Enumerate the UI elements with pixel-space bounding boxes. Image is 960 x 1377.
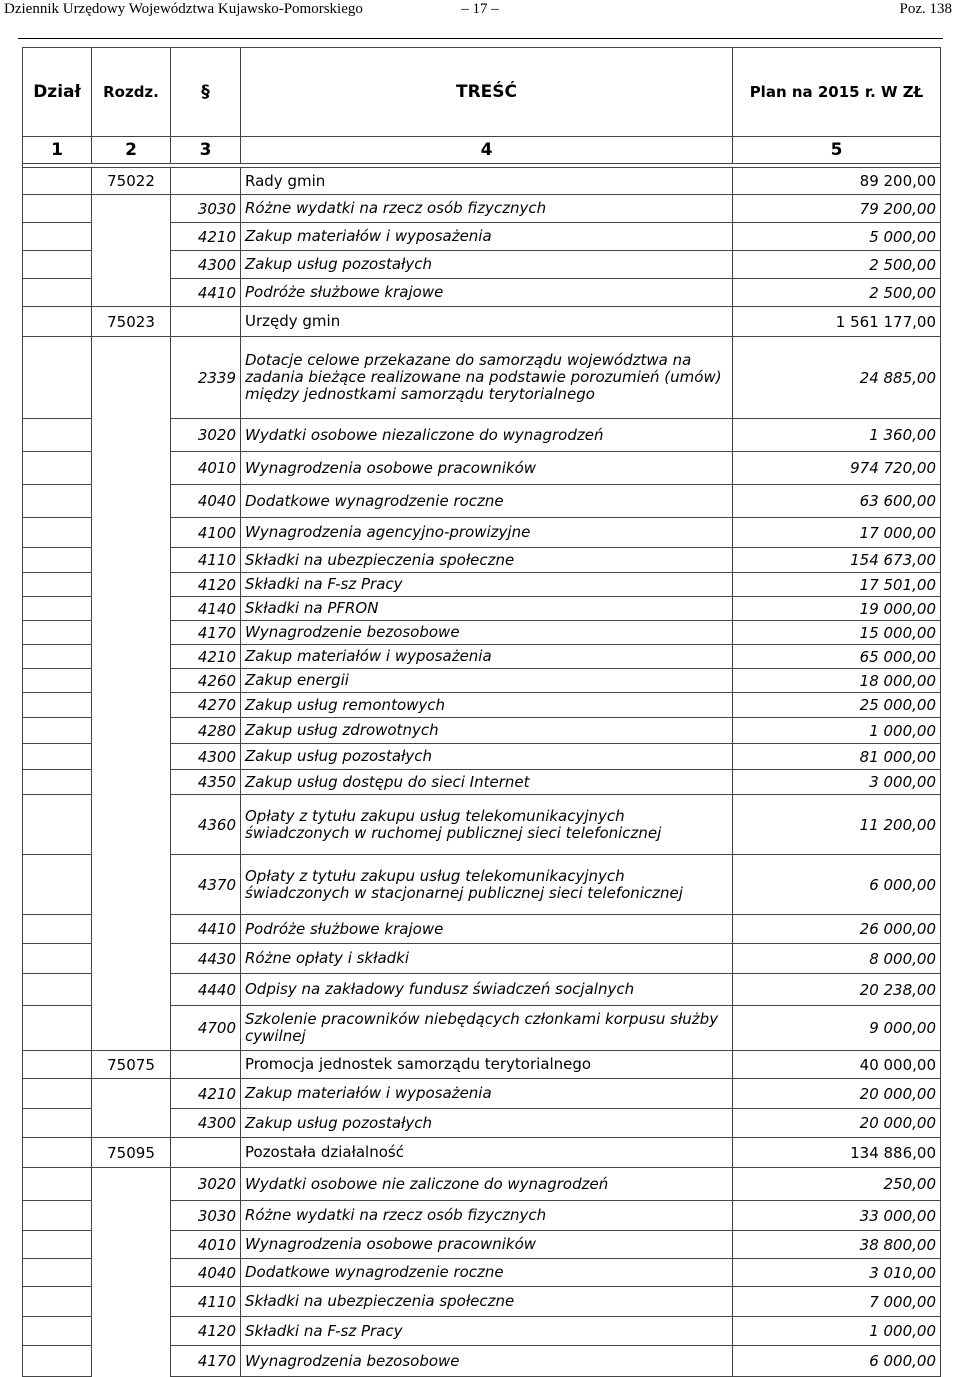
dzial-cell	[23, 251, 92, 279]
rozdzial-cell	[92, 1287, 171, 1317]
dzial-cell	[23, 770, 92, 795]
amount-cell: 11 200,00	[733, 795, 941, 855]
column-number: 5	[733, 137, 941, 164]
amount-cell: 134 886,00	[733, 1138, 941, 1168]
amount-cell: 1 360,00	[733, 419, 941, 452]
paragraph-cell: 4300	[171, 1109, 241, 1138]
table-row	[23, 855, 941, 915]
dzial-cell	[23, 279, 92, 307]
rozdzial-cell	[92, 645, 171, 669]
position-number: Poz. 138	[899, 1, 952, 17]
rozdzial-cell	[92, 693, 171, 718]
table-row	[23, 279, 941, 307]
paragraph-cell: 4170	[171, 1346, 241, 1377]
header-paragraph: §	[171, 48, 241, 137]
dzial-cell	[23, 1259, 92, 1287]
table-row	[23, 195, 941, 223]
amount-cell: 1 000,00	[733, 1317, 941, 1346]
rozdzial-cell	[92, 573, 171, 597]
table-row	[23, 485, 941, 518]
table-row	[23, 944, 941, 974]
rozdzial-cell	[92, 419, 171, 452]
rozdzial-cell	[92, 1006, 171, 1051]
amount-cell: 20 000,00	[733, 1079, 941, 1109]
table-row	[23, 1201, 941, 1231]
paragraph-cell: 4440	[171, 974, 241, 1006]
header-tresc: TREŚĆ	[241, 48, 733, 137]
table-header-row	[23, 48, 941, 137]
paragraph-cell: 4170	[171, 621, 241, 645]
table-row	[23, 621, 941, 645]
rozdzial-cell: 75023	[92, 307, 171, 337]
amount-cell: 26 000,00	[733, 915, 941, 944]
description-cell: Zakup materiałów i wyposażenia	[241, 645, 733, 669]
amount-cell: 89 200,00	[733, 168, 941, 195]
rozdzial-cell	[92, 452, 171, 485]
column-number: 2	[92, 137, 171, 164]
amount-cell: 3 010,00	[733, 1259, 941, 1287]
table-row	[23, 1168, 941, 1201]
table-row	[23, 1231, 941, 1259]
budget-table	[22, 47, 941, 1377]
amount-cell: 9 000,00	[733, 1006, 941, 1051]
amount-cell: 25 000,00	[733, 693, 941, 718]
description-cell: Dotacje celowe przekazane do samorządu województwa na zadania bieżące realizowane na podstawie porozumień (umów) między jednostkami samorządu terytorialnego	[241, 337, 733, 419]
dzial-cell	[23, 1079, 92, 1109]
journal-title: Dziennik Urzędowy Województwa Kujawsko-Pomorskiego	[4, 1, 363, 17]
paragraph-cell: 4350	[171, 770, 241, 795]
description-cell: Wydatki osobowe nie zaliczone do wynagrodzeń	[241, 1168, 733, 1201]
description-cell: Odpisy na zakładowy fundusz świadczeń socjalnych	[241, 974, 733, 1006]
description-cell: Zakup usług pozostałych	[241, 744, 733, 770]
dzial-cell	[23, 419, 92, 452]
rozdzial-cell: 75095	[92, 1138, 171, 1168]
dzial-cell	[23, 1109, 92, 1138]
dzial-cell	[23, 645, 92, 669]
paragraph-cell: 3020	[171, 419, 241, 452]
description-cell: Zakup materiałów i wyposażenia	[241, 223, 733, 251]
dzial-cell	[23, 573, 92, 597]
rozdzial-cell	[92, 1109, 171, 1138]
dzial-cell	[23, 337, 92, 419]
description-cell: Wynagrodzenia osobowe pracowników	[241, 1231, 733, 1259]
rozdzial-cell	[92, 944, 171, 974]
rozdzial-cell	[92, 1079, 171, 1109]
amount-cell: 6 000,00	[733, 1346, 941, 1377]
rozdzial-cell	[92, 915, 171, 944]
amount-cell: 20 000,00	[733, 1109, 941, 1138]
table-row	[23, 669, 941, 693]
amount-cell: 18 000,00	[733, 669, 941, 693]
table-row	[23, 1138, 941, 1168]
rozdzial-cell	[92, 795, 171, 855]
dzial-cell	[23, 669, 92, 693]
description-cell: Pozostała działalność	[241, 1138, 733, 1168]
rozdzial-cell	[92, 718, 171, 744]
dzial-cell	[23, 452, 92, 485]
amount-cell: 6 000,00	[733, 855, 941, 915]
rozdzial-cell	[92, 1317, 171, 1346]
amount-cell: 5 000,00	[733, 223, 941, 251]
description-cell: Zakup materiałów i wyposażenia	[241, 1079, 733, 1109]
dzial-cell	[23, 548, 92, 573]
description-cell: Zakup usług dostępu do sieci Internet	[241, 770, 733, 795]
rozdzial-cell	[92, 1201, 171, 1231]
paragraph-cell: 4110	[171, 548, 241, 573]
description-cell: Wynagrodzenie bezosobowe	[241, 621, 733, 645]
dzial-cell	[23, 307, 92, 337]
rozdzial-cell	[92, 669, 171, 693]
table-row	[23, 974, 941, 1006]
description-cell: Zakup energii	[241, 669, 733, 693]
table-row	[23, 1109, 941, 1138]
dzial-cell	[23, 915, 92, 944]
amount-cell: 63 600,00	[733, 485, 941, 518]
paragraph-cell: 4410	[171, 279, 241, 307]
description-cell: Różne wydatki na rzecz osób fizycznych	[241, 195, 733, 223]
rozdzial-cell	[92, 974, 171, 1006]
amount-cell: 79 200,00	[733, 195, 941, 223]
amount-cell: 2 500,00	[733, 251, 941, 279]
table-row	[23, 573, 941, 597]
rozdzial-cell	[92, 1259, 171, 1287]
dzial-cell	[23, 744, 92, 770]
dzial-cell	[23, 621, 92, 645]
description-cell: Dodatkowe wynagrodzenie roczne	[241, 1259, 733, 1287]
dzial-cell	[23, 1317, 92, 1346]
rozdzial-cell	[92, 597, 171, 621]
paragraph-cell: 4300	[171, 744, 241, 770]
description-cell: Urzędy gmin	[241, 307, 733, 337]
paragraph-cell: 4120	[171, 573, 241, 597]
paragraph-cell: 4010	[171, 452, 241, 485]
rozdzial-cell	[92, 1168, 171, 1201]
paragraph-cell: 4410	[171, 915, 241, 944]
table-row	[23, 1259, 941, 1287]
paragraph-cell: 3020	[171, 1168, 241, 1201]
description-cell: Szkolenie pracowników niebędących członkami korpusu służby cywilnej	[241, 1006, 733, 1051]
paragraph-cell: 4040	[171, 1259, 241, 1287]
rozdzial-cell: 75022	[92, 168, 171, 195]
rozdzial-cell	[92, 195, 171, 223]
rozdzial-cell	[92, 251, 171, 279]
table-row	[23, 223, 941, 251]
description-cell: Podróże służbowe krajowe	[241, 915, 733, 944]
header-rozdz: Rozdz.	[92, 48, 171, 137]
table-row	[23, 744, 941, 770]
amount-cell: 40 000,00	[733, 1051, 941, 1079]
description-cell: Różne opłaty i składki	[241, 944, 733, 974]
dzial-cell	[23, 223, 92, 251]
paragraph-cell: 3030	[171, 195, 241, 223]
amount-cell: 17 000,00	[733, 518, 941, 548]
amount-cell: 154 673,00	[733, 548, 941, 573]
description-cell: Wynagrodzenia bezosobowe	[241, 1346, 733, 1377]
description-cell: Zakup usług zdrowotnych	[241, 718, 733, 744]
table-row	[23, 307, 941, 337]
amount-cell: 24 885,00	[733, 337, 941, 419]
paragraph-cell: 4700	[171, 1006, 241, 1051]
amount-cell: 8 000,00	[733, 944, 941, 974]
dzial-cell	[23, 1006, 92, 1051]
paragraph-cell: 2339	[171, 337, 241, 419]
rozdzial-cell	[92, 548, 171, 573]
paragraph-cell	[171, 1138, 241, 1168]
paragraph-cell: 4210	[171, 645, 241, 669]
table-row	[23, 452, 941, 485]
dzial-cell	[23, 1051, 92, 1079]
dzial-cell	[23, 693, 92, 718]
table-row	[23, 1287, 941, 1317]
description-cell: Zakup usług pozostałych	[241, 1109, 733, 1138]
description-cell: Składki na ubezpieczenia społeczne	[241, 548, 733, 573]
rozdzial-cell: 75075	[92, 1051, 171, 1079]
rozdzial-cell	[92, 279, 171, 307]
paragraph-cell: 4040	[171, 485, 241, 518]
rozdzial-cell	[92, 744, 171, 770]
amount-cell: 65 000,00	[733, 645, 941, 669]
table-row	[23, 168, 941, 195]
table-row	[23, 1006, 941, 1051]
amount-cell: 974 720,00	[733, 452, 941, 485]
table-row	[23, 1346, 941, 1377]
dzial-cell	[23, 1287, 92, 1317]
description-cell: Dodatkowe wynagrodzenie roczne	[241, 485, 733, 518]
table-row	[23, 645, 941, 669]
dzial-cell	[23, 1231, 92, 1259]
description-cell: Opłaty z tytułu zakupu usług telekomunikacyjnych świadczonych w stacjonarnej publicznej sieci telefonicznej	[241, 855, 733, 915]
description-cell: Promocja jednostek samorządu terytorialnego	[241, 1051, 733, 1079]
description-cell: Opłaty z tytułu zakupu usług telekomunikacyjnych świadczonych w ruchomej publicznej sieci telefonicznej	[241, 795, 733, 855]
paragraph-cell: 4100	[171, 518, 241, 548]
amount-cell: 33 000,00	[733, 1201, 941, 1231]
header-rule	[18, 38, 943, 39]
amount-cell: 2 500,00	[733, 279, 941, 307]
amount-cell: 38 800,00	[733, 1231, 941, 1259]
dzial-cell	[23, 974, 92, 1006]
description-cell: Wynagrodzenia agencyjno-prowizyjne	[241, 518, 733, 548]
paragraph-cell: 4010	[171, 1231, 241, 1259]
description-cell: Wynagrodzenia osobowe pracowników	[241, 452, 733, 485]
paragraph-cell: 4280	[171, 718, 241, 744]
dzial-cell	[23, 1346, 92, 1377]
amount-cell: 250,00	[733, 1168, 941, 1201]
paragraph-cell: 4210	[171, 1079, 241, 1109]
table-row	[23, 1079, 941, 1109]
dzial-cell	[23, 1168, 92, 1201]
rozdzial-cell	[92, 621, 171, 645]
amount-cell: 7 000,00	[733, 1287, 941, 1317]
paragraph-cell: 4140	[171, 597, 241, 621]
amount-cell: 20 238,00	[733, 974, 941, 1006]
dzial-cell	[23, 168, 92, 195]
paragraph-cell: 4120	[171, 1317, 241, 1346]
dzial-cell	[23, 718, 92, 744]
description-cell: Podróże służbowe krajowe	[241, 279, 733, 307]
header-plan: Plan na 2015 r. W ZŁ	[733, 48, 941, 137]
amount-cell: 19 000,00	[733, 597, 941, 621]
table-row	[23, 597, 941, 621]
paragraph-cell: 3030	[171, 1201, 241, 1231]
paragraph-cell: 4270	[171, 693, 241, 718]
description-cell: Składki na ubezpieczenia społeczne	[241, 1287, 733, 1317]
rozdzial-cell	[92, 518, 171, 548]
description-cell: Składki na F-sz Pracy	[241, 573, 733, 597]
dzial-cell	[23, 195, 92, 223]
paragraph-cell: 4110	[171, 1287, 241, 1317]
paragraph-cell	[171, 307, 241, 337]
page-number: – 17 –	[461, 1, 499, 17]
description-cell: Zakup usług pozostałych	[241, 251, 733, 279]
dzial-cell	[23, 485, 92, 518]
dzial-cell	[23, 944, 92, 974]
table-row	[23, 337, 941, 419]
dzial-cell	[23, 597, 92, 621]
paragraph-cell	[171, 168, 241, 195]
description-cell: Składki na PFRON	[241, 597, 733, 621]
dzial-cell	[23, 855, 92, 915]
description-cell: Różne wydatki na rzecz osób fizycznych	[241, 1201, 733, 1231]
paragraph-cell: 4360	[171, 795, 241, 855]
table-row	[23, 693, 941, 718]
column-number-row	[23, 137, 941, 164]
paragraph-cell: 4370	[171, 855, 241, 915]
table-row	[23, 915, 941, 944]
rozdzial-cell	[92, 223, 171, 251]
dzial-cell	[23, 1138, 92, 1168]
paragraph-cell: 4430	[171, 944, 241, 974]
amount-cell: 15 000,00	[733, 621, 941, 645]
table-row	[23, 1317, 941, 1346]
table-row	[23, 718, 941, 744]
table-row	[23, 419, 941, 452]
rozdzial-cell	[92, 485, 171, 518]
table-row	[23, 518, 941, 548]
rozdzial-cell	[92, 337, 171, 419]
table-row	[23, 251, 941, 279]
table-row	[23, 548, 941, 573]
header-dzial: Dział	[23, 48, 92, 137]
description-cell: Zakup usług remontowych	[241, 693, 733, 718]
dzial-cell	[23, 795, 92, 855]
amount-cell: 1 000,00	[733, 718, 941, 744]
amount-cell: 17 501,00	[733, 573, 941, 597]
amount-cell: 1 561 177,00	[733, 307, 941, 337]
amount-cell: 81 000,00	[733, 744, 941, 770]
column-number: 1	[23, 137, 92, 164]
table-row	[23, 1051, 941, 1079]
paragraph-cell: 4260	[171, 669, 241, 693]
table-row	[23, 770, 941, 795]
rozdzial-cell	[92, 770, 171, 795]
paragraph-cell	[171, 1051, 241, 1079]
paragraph-cell: 4210	[171, 223, 241, 251]
dzial-cell	[23, 1201, 92, 1231]
dzial-cell	[23, 518, 92, 548]
description-cell: Rady gmin	[241, 168, 733, 195]
table-row	[23, 795, 941, 855]
page-header	[0, 0, 960, 22]
rozdzial-cell	[92, 1346, 171, 1377]
rozdzial-cell	[92, 1231, 171, 1259]
description-cell: Wydatki osobowe niezaliczone do wynagrodzeń	[241, 419, 733, 452]
rozdzial-cell	[92, 855, 171, 915]
amount-cell: 3 000,00	[733, 770, 941, 795]
column-number: 3	[171, 137, 241, 164]
paragraph-cell: 4300	[171, 251, 241, 279]
column-number: 4	[241, 137, 733, 164]
description-cell: Składki na F-sz Pracy	[241, 1317, 733, 1346]
